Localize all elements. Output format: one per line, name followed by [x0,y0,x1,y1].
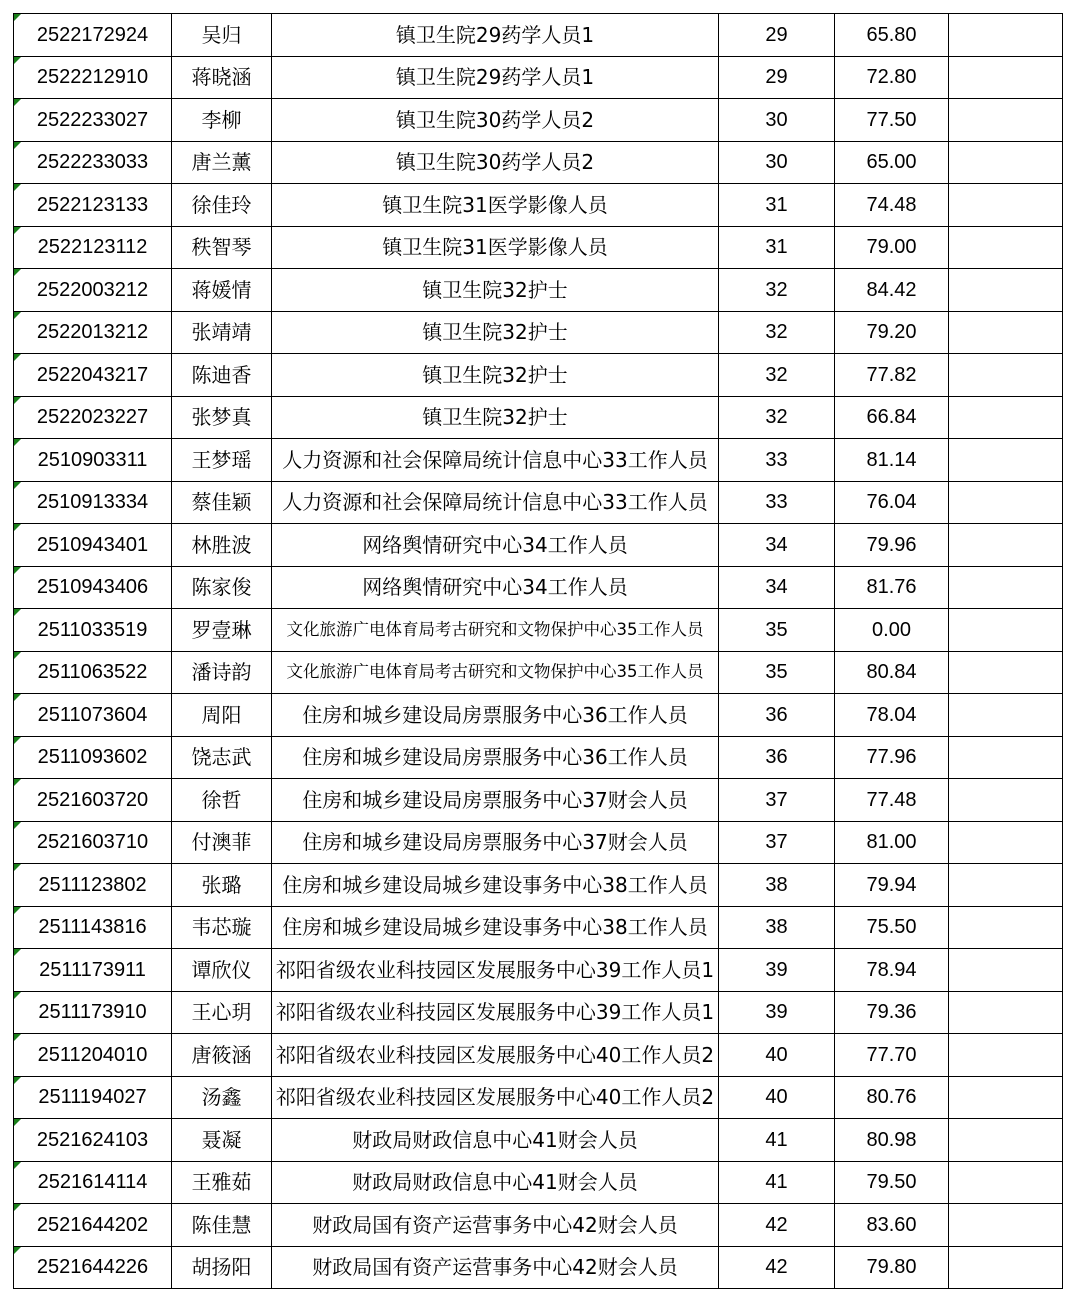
score-cell[interactable]: 79.00 [835,226,949,269]
note-cell[interactable] [949,56,1063,99]
exam-id-cell[interactable] [14,1246,172,1289]
candidate-name-cell[interactable]: 聂凝 [172,1119,272,1162]
position-code-cell[interactable]: 36 [719,694,835,737]
position-code-cell[interactable]: 30 [719,141,835,184]
number-stored-as-text-marker-icon [14,269,21,276]
number-stored-as-text-marker-icon [14,737,21,744]
exam-id-text: 2511063522 [37,661,148,684]
position-cell[interactable]: 网络舆情研究中心34工作人员 [272,524,719,567]
note-cell[interactable] [949,99,1063,142]
table-row [14,141,1063,184]
table-row [14,609,1063,652]
score-cell[interactable]: 76.04 [835,481,949,524]
exam-id-text: 2510943401 [36,533,149,556]
note-cell[interactable] [949,949,1063,992]
table-row [14,1161,1063,1204]
position-code-cell[interactable]: 31 [719,226,835,269]
note-cell[interactable] [949,821,1063,864]
exam-id-cell[interactable] [14,481,172,524]
position-cell[interactable]: 祁阳省级农业科技园区发展服务中心40工作人员2 [272,1034,719,1077]
candidate-name-cell[interactable]: 饶志武 [172,736,272,779]
score-cell[interactable]: 81.00 [835,821,949,864]
position-code-cell[interactable]: 38 [719,864,835,907]
exam-id-cell[interactable] [14,949,172,992]
table-row [14,14,1063,57]
position-cell[interactable]: 祁阳省级农业科技园区发展服务中心39工作人员1 [272,991,719,1034]
exam-id-text: 2522123133 [36,193,149,216]
number-stored-as-text-marker-icon [14,949,21,956]
number-stored-as-text-marker-icon [14,354,21,361]
number-stored-as-text-marker-icon [14,99,21,106]
position-code-cell[interactable]: 29 [719,14,835,57]
table-row [14,821,1063,864]
number-stored-as-text-marker-icon [14,652,21,659]
exam-id-cell[interactable] [14,439,172,482]
note-cell[interactable] [949,141,1063,184]
candidate-name-cell[interactable]: 罗壹琳 [172,609,272,652]
position-cell[interactable]: 人力资源和社会保障局统计信息中心33工作人员 [272,439,719,482]
note-cell[interactable] [949,609,1063,652]
position-cell[interactable]: 人力资源和社会保障局统计信息中心33工作人员 [272,481,719,524]
candidate-name-cell[interactable]: 王梦瑶 [172,439,272,482]
number-stored-as-text-marker-icon [14,482,21,489]
position-code-cell[interactable]: 35 [719,651,835,694]
exam-id-cell[interactable] [14,906,172,949]
position-cell[interactable]: 文化旅游广电体育局考古研究和文物保护中心35工作人员 [272,651,719,694]
table-row [14,991,1063,1034]
position-cell[interactable]: 祁阳省级农业科技园区发展服务中心40工作人员2 [272,1076,719,1119]
table-row [14,651,1063,694]
position-cell[interactable]: 网络舆情研究中心34工作人员 [272,566,719,609]
note-cell[interactable] [949,991,1063,1034]
candidate-name-cell[interactable]: 陈家俊 [172,566,272,609]
exam-id-text: 2511173910 [38,1001,147,1024]
exam-id-cell[interactable] [14,226,172,269]
note-cell[interactable] [949,1246,1063,1289]
position-cell[interactable]: 镇卫生院32护士 [272,311,719,354]
position-cell[interactable]: 财政局财政信息中心41财会人员 [272,1161,719,1204]
position-cell[interactable]: 镇卫生院32护士 [272,269,719,312]
note-cell[interactable] [949,184,1063,227]
exam-id-cell[interactable] [14,779,172,822]
number-stored-as-text-marker-icon [14,1119,21,1126]
note-cell[interactable] [949,1076,1063,1119]
note-cell[interactable] [949,439,1063,482]
score-cell[interactable]: 80.98 [835,1119,949,1162]
number-stored-as-text-marker-icon [14,1034,21,1041]
note-cell[interactable] [949,736,1063,779]
number-stored-as-text-marker-icon [14,779,21,786]
position-cell[interactable]: 住房和城乡建设局房票服务中心36工作人员 [272,694,719,737]
position-code-cell[interactable]: 32 [719,311,835,354]
exam-id-cell[interactable] [14,566,172,609]
number-stored-as-text-marker-icon [14,1077,21,1084]
table-row [14,354,1063,397]
table-row [14,99,1063,142]
position-cell[interactable]: 财政局国有资产运营事务中心42财会人员 [272,1246,719,1289]
score-cell[interactable]: 80.76 [835,1076,949,1119]
exam-id-cell[interactable] [14,311,172,354]
position-cell[interactable]: 镇卫生院31医学影像人员 [272,184,719,227]
exam-id-text: 2511194027 [38,1086,147,1109]
score-cell[interactable]: 79.94 [835,864,949,907]
exam-id-text: 2511033519 [37,618,148,641]
number-stored-as-text-marker-icon [14,609,21,616]
candidate-name-cell[interactable]: 林胜波 [172,524,272,567]
number-stored-as-text-marker-icon [14,14,21,21]
score-cell[interactable]: 77.70 [835,1034,949,1077]
position-code-cell[interactable]: 42 [719,1204,835,1247]
note-cell[interactable] [949,226,1063,269]
position-cell[interactable]: 祁阳省级农业科技园区发展服务中心39工作人员1 [272,949,719,992]
exam-id-text: 2510943406 [36,576,149,599]
score-cell[interactable]: 79.36 [835,991,949,1034]
exam-id-text: 2522172924 [36,23,149,46]
position-cell[interactable]: 住房和城乡建设局房票服务中心37财会人员 [272,779,719,822]
position-code-cell[interactable]: 30 [719,99,835,142]
candidate-name-cell[interactable]: 蒋晓涵 [172,56,272,99]
score-cell[interactable]: 77.96 [835,736,949,779]
table-row [14,1204,1063,1247]
number-stored-as-text-marker-icon [14,1162,21,1169]
note-cell[interactable] [949,481,1063,524]
number-stored-as-text-marker-icon [14,992,21,999]
number-stored-as-text-marker-icon [14,822,21,829]
exam-id-cell[interactable] [14,651,172,694]
exam-id-text: 2511093602 [37,746,148,769]
position-code-cell[interactable]: 32 [719,269,835,312]
position-code-cell[interactable]: 34 [719,566,835,609]
number-stored-as-text-marker-icon [14,142,21,149]
score-cell[interactable]: 78.94 [835,949,949,992]
exam-id-cell[interactable] [14,1204,172,1247]
exam-id-text: 2521603720 [36,788,149,811]
number-stored-as-text-marker-icon [14,1204,21,1211]
exam-id-text: 2522212910 [36,66,149,89]
table-row [14,736,1063,779]
score-cell[interactable]: 72.80 [835,56,949,99]
exam-id-cell[interactable] [14,1119,172,1162]
exam-id-text: 2521644226 [36,1256,149,1279]
exam-id-text: 2522123112 [37,236,148,259]
candidate-name-cell[interactable]: 蒋媛情 [172,269,272,312]
position-code-cell[interactable]: 37 [719,821,835,864]
position-cell[interactable]: 住房和城乡建设局城乡建设事务中心38工作人员 [272,864,719,907]
exam-id-text: 2522013212 [36,321,149,344]
score-cell[interactable]: 81.76 [835,566,949,609]
position-code-cell[interactable]: 36 [719,736,835,779]
note-cell[interactable] [949,311,1063,354]
note-cell[interactable] [949,1204,1063,1247]
number-stored-as-text-marker-icon [14,567,21,574]
position-cell[interactable]: 住房和城乡建设局城乡建设事务中心38工作人员 [272,906,719,949]
exam-id-cell[interactable] [14,141,172,184]
exam-id-text: 2522043217 [36,363,149,386]
position-cell[interactable]: 住房和城乡建设局房票服务中心37财会人员 [272,821,719,864]
exam-id-cell[interactable] [14,736,172,779]
score-cell[interactable]: 79.50 [835,1161,949,1204]
position-code-cell[interactable]: 35 [719,609,835,652]
position-code-cell[interactable]: 37 [719,779,835,822]
exam-id-text: 2521624103 [36,1128,149,1151]
exam-id-text: 2521603710 [36,831,149,854]
exam-id-cell[interactable] [14,864,172,907]
number-stored-as-text-marker-icon [14,439,21,446]
table-row [14,269,1063,312]
table-row [14,524,1063,567]
exam-id-text: 2521614114 [37,1171,148,1194]
table-row [14,1076,1063,1119]
exam-id-cell[interactable] [14,524,172,567]
table-row [14,396,1063,439]
candidate-name-cell[interactable]: 李柳 [172,99,272,142]
score-cell[interactable]: 79.96 [835,524,949,567]
score-cell[interactable]: 79.20 [835,311,949,354]
position-code-cell[interactable]: 33 [719,481,835,524]
position-code-cell[interactable]: 40 [719,1034,835,1077]
exam-id-text: 2510903311 [37,448,148,471]
exam-id-cell[interactable] [14,269,172,312]
candidate-name-cell[interactable]: 王心玥 [172,991,272,1034]
note-cell[interactable] [949,566,1063,609]
exam-id-text: 2511173911 [39,958,146,981]
exam-id-text: 2511073604 [37,703,148,726]
position-code-cell[interactable]: 41 [719,1161,835,1204]
table-row [14,56,1063,99]
position-cell[interactable]: 镇卫生院31医学影像人员 [272,226,719,269]
exam-id-text: 2511204010 [37,1043,148,1066]
score-cell[interactable]: 77.82 [835,354,949,397]
exam-id-cell[interactable] [14,1076,172,1119]
position-cell[interactable]: 镇卫生院29药学人员1 [272,56,719,99]
table-row [14,226,1063,269]
position-cell[interactable]: 镇卫生院30药学人员2 [272,99,719,142]
candidate-name-cell[interactable]: 潘诗韵 [172,651,272,694]
table-row [14,1246,1063,1289]
exam-id-text: 2510913334 [36,491,149,514]
score-cell[interactable]: 65.00 [835,141,949,184]
score-cell[interactable]: 66.84 [835,396,949,439]
position-cell[interactable]: 镇卫生院30药学人员2 [272,141,719,184]
candidate-name-cell[interactable]: 陈迪香 [172,354,272,397]
score-cell[interactable]: 77.50 [835,99,949,142]
score-cell[interactable]: 80.84 [835,651,949,694]
position-code-cell[interactable]: 39 [719,949,835,992]
exam-id-cell[interactable] [14,821,172,864]
exam-id-cell[interactable] [14,694,172,737]
note-cell[interactable] [949,651,1063,694]
exam-id-cell[interactable] [14,184,172,227]
note-cell[interactable] [949,1119,1063,1162]
position-code-cell[interactable]: 34 [719,524,835,567]
score-table-body [14,14,1063,1289]
position-code-cell[interactable]: 31 [719,184,835,227]
position-code-cell[interactable]: 42 [719,1246,835,1289]
score-cell[interactable]: 65.80 [835,14,949,57]
note-cell[interactable] [949,14,1063,57]
position-cell[interactable]: 文化旅游广电体育局考古研究和文物保护中心35工作人员 [272,609,719,652]
table-row [14,1034,1063,1077]
table-row [14,184,1063,227]
number-stored-as-text-marker-icon [14,312,21,319]
score-cell[interactable]: 84.42 [835,269,949,312]
table-row [14,694,1063,737]
number-stored-as-text-marker-icon [14,907,21,914]
candidate-name-cell[interactable]: 张璐 [172,864,272,907]
candidate-name-cell[interactable]: 韦芯璇 [172,906,272,949]
position-cell[interactable]: 财政局财政信息中心41财会人员 [272,1119,719,1162]
candidate-name-cell[interactable]: 谭欣仪 [172,949,272,992]
number-stored-as-text-marker-icon [14,1247,21,1254]
exam-id-cell[interactable] [14,56,172,99]
candidate-name-cell[interactable]: 胡扬阳 [172,1246,272,1289]
note-cell[interactable] [949,906,1063,949]
number-stored-as-text-marker-icon [14,524,21,531]
table-row [14,481,1063,524]
position-code-cell[interactable]: 40 [719,1076,835,1119]
candidate-name-cell[interactable]: 付澳菲 [172,821,272,864]
position-code-cell[interactable]: 38 [719,906,835,949]
score-cell[interactable]: 0.00 [835,609,949,652]
exam-id-text: 2522233027 [36,108,149,131]
table-row [14,779,1063,822]
number-stored-as-text-marker-icon [14,397,21,404]
exam-id-text: 2522233033 [36,151,149,174]
note-cell[interactable] [949,864,1063,907]
candidate-name-cell[interactable]: 徐哲 [172,779,272,822]
score-cell[interactable]: 79.80 [835,1246,949,1289]
candidate-name-cell[interactable]: 张靖靖 [172,311,272,354]
position-code-cell[interactable]: 32 [719,396,835,439]
table-row [14,439,1063,482]
score-cell[interactable]: 74.48 [835,184,949,227]
note-cell[interactable] [949,1034,1063,1077]
candidate-name-cell[interactable]: 蔡佳颖 [172,481,272,524]
exam-id-cell[interactable] [14,1161,172,1204]
table-row [14,566,1063,609]
position-cell[interactable]: 镇卫生院32护士 [272,396,719,439]
candidate-name-cell[interactable]: 吴归 [172,14,272,57]
number-stored-as-text-marker-icon [14,227,21,234]
exam-id-cell[interactable] [14,609,172,652]
note-cell[interactable] [949,1161,1063,1204]
table-row [14,864,1063,907]
position-cell[interactable]: 镇卫生院29药学人员1 [272,14,719,57]
exam-id-cell[interactable] [14,99,172,142]
number-stored-as-text-marker-icon [14,184,21,191]
table-row [14,311,1063,354]
candidate-name-cell[interactable]: 徐佳玲 [172,184,272,227]
note-cell[interactable] [949,354,1063,397]
score-cell[interactable]: 77.48 [835,779,949,822]
table-row [14,949,1063,992]
exam-id-text: 2511143816 [38,916,147,939]
candidate-name-cell[interactable]: 周阳 [172,694,272,737]
position-cell[interactable]: 镇卫生院32护士 [272,354,719,397]
note-cell[interactable] [949,269,1063,312]
exam-id-text: 2522023227 [36,406,149,429]
candidate-name-cell[interactable]: 陈佳慧 [172,1204,272,1247]
score-table [13,13,1063,1289]
score-cell[interactable]: 75.50 [835,906,949,949]
number-stored-as-text-marker-icon [14,57,21,64]
exam-id-text: 2522003212 [36,278,149,301]
exam-id-text: 2521644202 [36,1213,149,1236]
number-stored-as-text-marker-icon [14,864,21,871]
exam-id-cell[interactable] [14,1034,172,1077]
table-row [14,1119,1063,1162]
number-stored-as-text-marker-icon [14,694,21,701]
exam-id-cell[interactable] [14,396,172,439]
position-code-cell[interactable]: 39 [719,991,835,1034]
exam-id-cell[interactable] [14,354,172,397]
candidate-name-cell[interactable]: 唐兰薰 [172,141,272,184]
position-cell[interactable]: 住房和城乡建设局房票服务中心36工作人员 [272,736,719,779]
candidate-name-cell[interactable]: 张梦真 [172,396,272,439]
note-cell[interactable] [949,694,1063,737]
position-code-cell[interactable]: 41 [719,1119,835,1162]
candidate-name-cell[interactable]: 汤鑫 [172,1076,272,1119]
candidate-name-cell[interactable]: 秩智琴 [172,226,272,269]
table-row [14,906,1063,949]
exam-id-text: 2511123802 [38,873,147,896]
score-cell[interactable]: 83.60 [835,1204,949,1247]
exam-id-cell[interactable] [14,14,172,57]
candidate-name-cell[interactable]: 王雅茹 [172,1161,272,1204]
exam-id-cell[interactable] [14,991,172,1034]
position-code-cell[interactable]: 33 [719,439,835,482]
note-cell[interactable] [949,779,1063,822]
position-code-cell[interactable]: 29 [719,56,835,99]
score-cell[interactable]: 81.14 [835,439,949,482]
score-cell[interactable]: 78.04 [835,694,949,737]
note-cell[interactable] [949,396,1063,439]
note-cell[interactable] [949,524,1063,567]
candidate-name-cell[interactable]: 唐筱涵 [172,1034,272,1077]
position-code-cell[interactable]: 32 [719,354,835,397]
position-cell[interactable]: 财政局国有资产运营事务中心42财会人员 [272,1204,719,1247]
